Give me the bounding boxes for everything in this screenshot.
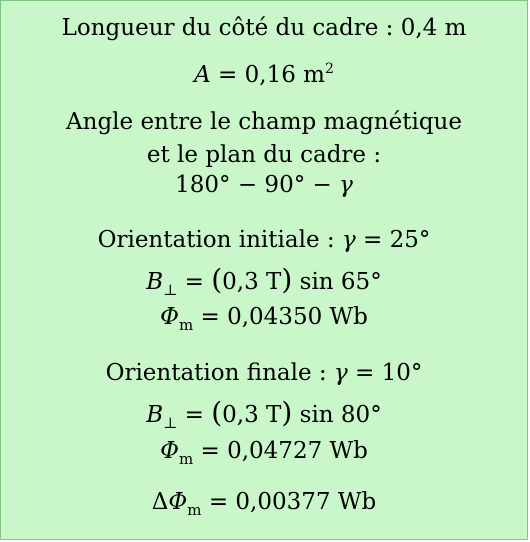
initial-gamma-value: = 25° [355,227,431,253]
initial-orientation-line [1,226,527,254]
initial-paren-close: ) [281,263,293,296]
initial-phi-variable: Φ [160,304,179,330]
initial-b-perp-line: $B_\perp = (0,3$ T) sin 65° [146,263,382,299]
final-sin-term: sin 80° [292,402,382,428]
final-paren-open: ( [211,396,223,429]
final-phi-subscript: m [178,450,194,468]
angle-formula-line [1,171,527,199]
final-phi-variable: Φ [160,438,179,464]
final-b-field-value: 0,3 T [222,402,282,428]
final-gamma-symbol: γ [333,360,348,386]
angle-description-line-2 [1,141,527,169]
delta-flux-line [1,488,527,518]
initial-flux-line [1,303,527,333]
final-paren-close: ) [281,396,293,429]
angle-description-line-1 [1,108,527,136]
angle-formula-text: 180° − 90° − [175,172,340,198]
final-perp-subscript: ⊥ [163,414,178,432]
initial-perp-subscript: ⊥ [163,281,178,299]
area-variable: A [194,62,211,88]
initial-flux-value: = 0,04350 Wb [193,304,368,330]
angle-description-text-2: et le plan du cadre : [146,142,382,168]
area-value: = 0,16 m [210,62,325,88]
initial-b-variable: B [146,269,164,295]
angle-description-text-1: Angle entre le champ magnétique [66,109,462,135]
final-gamma-value: = 10° [347,360,423,386]
initial-phi-subscript: m [178,316,194,334]
initial-gamma-symbol: γ [341,227,356,253]
final-b-variable: B [146,402,164,428]
gamma-symbol: γ [339,172,353,198]
area-line [1,61,527,92]
final-flux-line [1,437,527,467]
initial-paren-open: ( [211,263,223,296]
final-orientation-label: Orientation finale : [105,360,334,386]
delta-symbol: Δ [151,489,169,515]
side-length-text: Longueur du côté du cadre : 0,4 m [61,15,467,41]
final-orientation-line [1,359,527,387]
delta-phi-variable: Φ [168,489,188,515]
final-b-perp-line: $B_\perp = (0,3$ T) sin 80° [146,396,382,432]
final-flux-value: = 0,04727 Wb [193,438,368,464]
side-length-line [1,14,527,42]
initial-orientation-label: Orientation initiale : [97,227,342,253]
area-exponent: 2 [324,61,334,77]
delta-phi-subscript: m [187,501,202,519]
delta-flux-value: = 0,00377 Wb [201,489,377,515]
initial-b-field-value: 0,3 T [222,269,282,295]
initial-sin-term: sin 65° [292,269,382,295]
